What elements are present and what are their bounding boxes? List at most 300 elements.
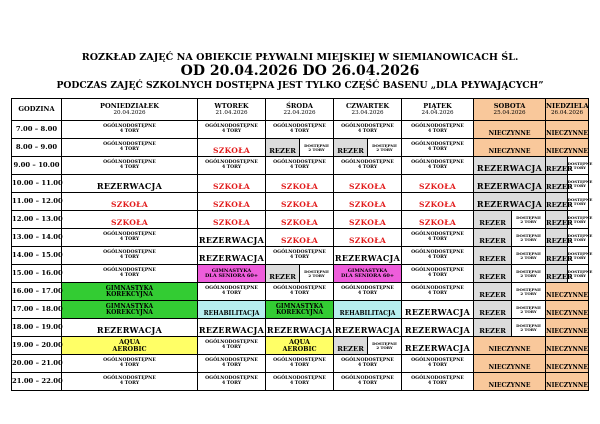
cell-rezer bbox=[474, 229, 512, 247]
cell-nieczynne bbox=[474, 337, 546, 355]
cell-rezer bbox=[334, 337, 368, 355]
cell-nieczynne bbox=[546, 373, 589, 391]
szkola-text: SZKOŁA bbox=[110, 199, 149, 209]
cell-rezer bbox=[546, 211, 573, 229]
dost-line2: 2 TORY bbox=[520, 326, 537, 332]
og-line2: 4 TORY bbox=[119, 128, 140, 134]
day-date: 25.04.2026 bbox=[493, 109, 526, 116]
og-line2: 4 TORY bbox=[357, 164, 378, 170]
gk-line1: GIMNASTYKA bbox=[105, 284, 154, 292]
og-line2: 4 TORY bbox=[221, 164, 242, 170]
cell-rezer bbox=[266, 139, 300, 157]
schedule-row bbox=[12, 229, 589, 247]
time-text: 11.00 – 12.00 bbox=[12, 197, 63, 206]
szkola-text: SZKOŁA bbox=[212, 145, 251, 155]
schedule-row bbox=[12, 121, 589, 139]
cell-ogolnodostepne bbox=[402, 121, 474, 139]
cell-rezer bbox=[266, 265, 300, 283]
day-date: 22.04.2026 bbox=[283, 109, 316, 116]
cell-nieczynne bbox=[546, 283, 589, 301]
cell-szkola bbox=[334, 193, 402, 211]
og-line2: 4 TORY bbox=[119, 272, 140, 278]
time-slot bbox=[12, 373, 62, 391]
cell-ogolnodostepne bbox=[198, 121, 266, 139]
cell-szkola bbox=[198, 193, 266, 211]
gk-line2: KOREKCYJNA bbox=[106, 290, 153, 298]
og-line1: OGÓLNODOSTĘPNE bbox=[273, 375, 326, 381]
schedule-row bbox=[12, 337, 589, 355]
cell-dostepne bbox=[512, 247, 546, 265]
day-date: 24.04.2026 bbox=[421, 109, 454, 116]
schedule-row bbox=[12, 193, 589, 211]
og-line1: OGÓLNODOSTĘPNE bbox=[411, 357, 464, 363]
rezer-text: REZER bbox=[479, 254, 506, 263]
og-line1: OGÓLNODOSTĘPNE bbox=[273, 159, 326, 165]
rezer-text: REZER bbox=[546, 236, 573, 245]
og-line2: 4 TORY bbox=[427, 146, 448, 152]
cell-rezer bbox=[474, 283, 512, 301]
cell-nieczynne bbox=[546, 319, 589, 337]
dost-line2: 2 TORY bbox=[569, 272, 586, 278]
nieczynne-text: NIECZYNNE bbox=[546, 363, 588, 371]
og-line2: 4 TORY bbox=[357, 128, 378, 134]
aqua-line1: AQUA bbox=[119, 338, 140, 347]
gk-line1: GIMNASTYKA bbox=[105, 302, 154, 310]
szkola-text: SZKOŁA bbox=[212, 217, 251, 227]
cell-rezer bbox=[474, 319, 512, 337]
nieczynne-text: NIECZYNNE bbox=[546, 309, 588, 317]
schedule-row bbox=[12, 355, 589, 373]
header-day-5 bbox=[474, 99, 546, 121]
og-line2: 4 TORY bbox=[427, 254, 448, 260]
og-line1: OGÓLNODOSTĘPNE bbox=[411, 249, 464, 255]
og-line2: 4 TORY bbox=[119, 380, 140, 386]
time-text: 16.00 – 17.00 bbox=[12, 287, 63, 296]
rezerwacja-text: REZERWACJA bbox=[404, 342, 471, 353]
time-text: 10.00 – 11.00 bbox=[12, 179, 63, 188]
gs-line1: GIMNASTYKA bbox=[347, 267, 388, 274]
cell-rezerwacja bbox=[62, 319, 198, 337]
dost-line2: 2 TORY bbox=[569, 182, 586, 188]
cell-dostepne bbox=[512, 301, 546, 319]
cell-ogolnodostepne bbox=[266, 283, 334, 301]
cell-rezer bbox=[546, 175, 573, 193]
time-slot bbox=[12, 301, 62, 319]
time-text: 17.00 – 18.00 bbox=[12, 305, 63, 314]
cell-ogolnodostepne bbox=[402, 355, 474, 373]
date-range: OD 20.04.2026 DO 26.04.2026 bbox=[180, 63, 420, 79]
szkola-text: SZKOŁA bbox=[348, 181, 387, 191]
rezer-text: REZER bbox=[546, 254, 573, 263]
schedule-row bbox=[12, 157, 589, 175]
day-date: 26.04.2026 bbox=[551, 109, 584, 116]
day-name: PONIEDZIAŁEK bbox=[100, 101, 160, 110]
cell-rezer bbox=[546, 247, 573, 265]
og-line1: OGÓLNODOSTĘPNE bbox=[103, 231, 156, 237]
time-text: 14.00 – 15.00 bbox=[12, 251, 63, 260]
cell-rezerwacja bbox=[474, 157, 546, 175]
og-line1: OGÓLNODOSTĘPNE bbox=[103, 375, 156, 381]
dost-line1: DOSTĘPNE bbox=[516, 322, 541, 328]
rezer-text: REZER bbox=[546, 164, 573, 173]
cell-aqua-aerobic bbox=[62, 337, 198, 355]
dost-line2: 2 TORY bbox=[569, 164, 586, 170]
cell-ogolnodostepne bbox=[402, 139, 474, 157]
og-line2: 4 TORY bbox=[427, 128, 448, 134]
schedule-title: ROZKŁAD ZAJĘĆ NA OBIEKCIE PŁYWALNI MIEJSKIEJ W SIEMIANOWICACH ŚL. bbox=[81, 52, 519, 63]
cell-ogolnodostepne bbox=[198, 337, 266, 355]
rezerwacja-text: REZERWACJA bbox=[476, 180, 543, 191]
cell-rezerwacja bbox=[402, 319, 474, 337]
schedule-row bbox=[12, 175, 589, 193]
time-slot bbox=[12, 211, 62, 229]
rehab-text: REHABILITACJA bbox=[203, 309, 260, 317]
nieczynne-text: NIECZYNNE bbox=[488, 129, 531, 137]
nieczynne-text: NIECZYNNE bbox=[546, 327, 588, 335]
gs-line1: GIMNASTYKA bbox=[211, 267, 252, 274]
cell-dostepne bbox=[512, 265, 546, 283]
cell-ogolnodostepne bbox=[62, 229, 198, 247]
cell-ogolnodostepne bbox=[198, 283, 266, 301]
dost-line2: 2 TORY bbox=[569, 236, 586, 242]
rezerwacja-text: REZERWACJA bbox=[476, 162, 543, 173]
cell-szkola bbox=[334, 229, 402, 247]
og-line2: 4 TORY bbox=[221, 344, 242, 350]
rezerwacja-text: REZERWACJA bbox=[334, 324, 401, 335]
cell-ogolnodostepne bbox=[334, 355, 402, 373]
day-name: ŚRODA bbox=[286, 101, 313, 110]
cell-rehabilitacja bbox=[334, 301, 402, 319]
day-name: SOBOTA bbox=[493, 101, 526, 110]
time-slot bbox=[12, 355, 62, 373]
cell-szkola bbox=[266, 193, 334, 211]
cell-rezer bbox=[474, 247, 512, 265]
cell-ogolnodostepne bbox=[266, 247, 334, 265]
szkola-text: SZKOŁA bbox=[212, 181, 251, 191]
nieczynne-text: NIECZYNNE bbox=[488, 147, 531, 155]
og-line1: OGÓLNODOSTĘPNE bbox=[103, 357, 156, 363]
cell-szkola bbox=[266, 175, 334, 193]
schedule-row bbox=[12, 373, 589, 391]
time-text: 7.00 – 8.00 bbox=[15, 125, 58, 134]
dost-line2: 2 TORY bbox=[520, 254, 537, 260]
cell-nieczynne bbox=[474, 355, 546, 373]
cell-nieczynne bbox=[546, 121, 589, 139]
schedule-table bbox=[11, 98, 593, 391]
szkola-text: SZKOŁA bbox=[418, 217, 457, 227]
og-line2: 4 TORY bbox=[289, 362, 310, 368]
og-line1: OGÓLNODOSTĘPNE bbox=[205, 123, 258, 129]
rezerwacja-text: REZERWACJA bbox=[404, 306, 471, 317]
cell-rezerwacja bbox=[402, 301, 474, 319]
gk-line1: GIMNASTYKA bbox=[275, 302, 324, 310]
og-line2: 4 TORY bbox=[289, 128, 310, 134]
nieczynne-text: NIECZYNNE bbox=[546, 291, 588, 299]
time-text: 13.00 – 14.00 bbox=[12, 233, 63, 242]
og-line1: OGÓLNODOSTĘPNE bbox=[411, 159, 464, 165]
og-line2: 4 TORY bbox=[427, 164, 448, 170]
cell-ogolnodostepne bbox=[62, 157, 198, 175]
aqua-line1: AQUA bbox=[289, 338, 310, 347]
og-line1: OGÓLNODOSTĘPNE bbox=[103, 249, 156, 255]
schedule-row bbox=[12, 139, 589, 157]
cell-ogolnodostepne bbox=[198, 355, 266, 373]
og-line1: OGÓLNODOSTĘPNE bbox=[205, 159, 258, 165]
aqua-line2: AEROBIC bbox=[282, 344, 317, 353]
nieczynne-text: NIECZYNNE bbox=[546, 147, 588, 155]
header-day-2 bbox=[266, 99, 334, 121]
og-line2: 4 TORY bbox=[119, 254, 140, 260]
day-date: 23.04.2026 bbox=[351, 109, 384, 116]
rehab-text: REHABILITACJA bbox=[339, 309, 396, 317]
og-line1: OGÓLNODOSTĘPNE bbox=[103, 159, 156, 165]
cell-ogolnodostepne bbox=[62, 247, 198, 265]
cell-dostepne bbox=[368, 337, 402, 355]
nieczynne-text: NIECZYNNE bbox=[546, 345, 588, 353]
cell-nieczynne bbox=[474, 373, 546, 391]
schedule-note: PODCZAS ZAJĘĆ SZKOLNYCH DOSTĘPNA JEST TYLKO CZĘŚĆ BASENU „DLA PŁYWAJĄCYCH” bbox=[56, 80, 544, 91]
rezerwacja-text: REZERWACJA bbox=[96, 180, 163, 191]
cell-szkola bbox=[402, 193, 474, 211]
header-godzina bbox=[12, 99, 62, 121]
cell-nieczynne bbox=[546, 301, 589, 319]
rezerwacja-text: REZERWACJA bbox=[404, 324, 471, 335]
time-text: 8.00 – 9.00 bbox=[15, 143, 58, 152]
dost-line1: DOSTĘPNE bbox=[372, 340, 397, 346]
rezerwacja-text: REZERWACJA bbox=[198, 252, 265, 263]
rezerwacja-text: REZERWACJA bbox=[476, 198, 543, 209]
rezer-text: REZER bbox=[269, 272, 296, 281]
cell-rezerwacja bbox=[266, 319, 334, 337]
time-slot bbox=[12, 121, 62, 139]
time-slot bbox=[12, 319, 62, 337]
cell-nieczynne bbox=[474, 121, 546, 139]
nieczynne-text: NIECZYNNE bbox=[488, 345, 531, 353]
cell-szkola bbox=[266, 211, 334, 229]
header-day-1 bbox=[198, 99, 266, 121]
nieczynne-text: NIECZYNNE bbox=[488, 381, 531, 389]
cell-szkola bbox=[198, 139, 266, 157]
og-line2: 4 TORY bbox=[289, 380, 310, 386]
time-slot bbox=[12, 175, 62, 193]
dost-line1: DOSTĘPNE bbox=[567, 250, 593, 256]
cell-szkola bbox=[62, 193, 198, 211]
rezerwacja-text: REZERWACJA bbox=[96, 324, 163, 335]
cell-rezer bbox=[546, 265, 573, 283]
rezerwacja-text: REZERWACJA bbox=[266, 324, 333, 335]
cell-ogolnodostepne bbox=[266, 121, 334, 139]
og-line1: OGÓLNODOSTĘPNE bbox=[103, 123, 156, 129]
header-day-3 bbox=[334, 99, 402, 121]
dost-line1: DOSTĘPNE bbox=[567, 214, 593, 220]
schedule-row bbox=[12, 319, 589, 337]
cell-rezerwacja bbox=[198, 247, 266, 265]
gk-line2: KOREKCYJNA bbox=[106, 308, 153, 316]
day-name: NIEDZIELA bbox=[546, 101, 589, 110]
szkola-text: SZKOŁA bbox=[280, 217, 319, 227]
og-line1: OGÓLNODOSTĘPNE bbox=[205, 357, 258, 363]
time-slot bbox=[12, 193, 62, 211]
schedule-row bbox=[12, 247, 589, 265]
rezer-text: REZER bbox=[269, 146, 296, 155]
szkola-text: SZKOŁA bbox=[348, 199, 387, 209]
time-text: 20.00 – 21.00 bbox=[12, 359, 63, 368]
og-line2: 4 TORY bbox=[357, 290, 378, 296]
cell-ogolnodostepne bbox=[62, 373, 198, 391]
og-line1: OGÓLNODOSTĘPNE bbox=[205, 285, 258, 291]
szkola-text: SZKOŁA bbox=[280, 199, 319, 209]
rezerwacja-text: REZERWACJA bbox=[198, 324, 265, 335]
og-line2: 4 TORY bbox=[427, 272, 448, 278]
cell-dostepne bbox=[512, 211, 546, 229]
dost-line1: DOSTĘPNE bbox=[516, 304, 541, 310]
cell-szkola bbox=[198, 175, 266, 193]
cell-ogolnodostepne bbox=[62, 121, 198, 139]
cell-ogolnodostepne bbox=[402, 157, 474, 175]
day-name: CZWARTEK bbox=[345, 101, 390, 110]
cell-rezerwacja bbox=[334, 319, 402, 337]
rezer-text: REZER bbox=[479, 290, 506, 299]
og-line1: OGÓLNODOSTĘPNE bbox=[103, 267, 156, 273]
cell-rezer bbox=[546, 157, 573, 175]
time-slot bbox=[12, 247, 62, 265]
cell-szkola bbox=[266, 229, 334, 247]
dost-line2: 2 TORY bbox=[520, 272, 537, 278]
schedule-row bbox=[12, 265, 589, 283]
szkola-text: SZKOŁA bbox=[110, 217, 149, 227]
dost-line1: DOSTĘPNE bbox=[516, 268, 541, 274]
szkola-text: SZKOŁA bbox=[348, 217, 387, 227]
cell-ogolnodostepne bbox=[198, 373, 266, 391]
cell-ogolnodostepne bbox=[402, 373, 474, 391]
cell-ogolnodostepne bbox=[198, 157, 266, 175]
cell-rezer bbox=[546, 229, 573, 247]
schedule-row bbox=[12, 301, 589, 319]
nieczynne-text: NIECZYNNE bbox=[546, 129, 588, 137]
dost-line1: DOSTĘPNE bbox=[516, 286, 541, 292]
godzina-label: GODZINA bbox=[18, 105, 55, 114]
cell-ogolnodostepne bbox=[266, 373, 334, 391]
cell-rehabilitacja bbox=[198, 301, 266, 319]
cell-gimnastyka-senior bbox=[198, 265, 266, 283]
rezer-text: REZER bbox=[479, 308, 506, 317]
og-line1: OGÓLNODOSTĘPNE bbox=[103, 141, 156, 147]
header-day-0 bbox=[62, 99, 198, 121]
cell-rezer bbox=[474, 301, 512, 319]
time-text: 19.00 – 20.00 bbox=[12, 341, 63, 350]
og-line2: 4 TORY bbox=[427, 362, 448, 368]
cell-ogolnodostepne bbox=[334, 283, 402, 301]
rezer-text: REZER bbox=[479, 236, 506, 245]
dost-line2: 2 TORY bbox=[569, 254, 586, 260]
dost-line2: 2 TORY bbox=[376, 344, 393, 350]
rezer-text: REZER bbox=[546, 200, 573, 209]
og-line2: 4 TORY bbox=[119, 164, 140, 170]
cell-nieczynne bbox=[546, 355, 589, 373]
rezerwacja-text: REZERWACJA bbox=[334, 252, 401, 263]
og-line1: OGÓLNODOSTĘPNE bbox=[341, 123, 394, 129]
cell-aqua-aerobic bbox=[266, 337, 334, 355]
nieczynne-text: NIECZYNNE bbox=[546, 381, 588, 389]
cell-ogolnodostepne bbox=[334, 157, 402, 175]
og-line2: 4 TORY bbox=[119, 236, 140, 242]
og-line1: OGÓLNODOSTĘPNE bbox=[411, 141, 464, 147]
og-line2: 4 TORY bbox=[221, 380, 242, 386]
cell-rezerwacja bbox=[62, 175, 198, 193]
cell-ogolnodostepne bbox=[334, 121, 402, 139]
cell-szkola bbox=[402, 175, 474, 193]
dost-line2: 2 TORY bbox=[569, 200, 586, 206]
og-line2: 4 TORY bbox=[221, 290, 242, 296]
gs-line2: DLA SENIORA 60+ bbox=[204, 272, 259, 279]
cell-gimnastyka-korekcyjna bbox=[266, 301, 334, 319]
cell-ogolnodostepne bbox=[402, 229, 474, 247]
cell-ogolnodostepne bbox=[334, 373, 402, 391]
og-line1: OGÓLNODOSTĘPNE bbox=[205, 339, 258, 345]
og-line1: OGÓLNODOSTĘPNE bbox=[411, 285, 464, 291]
cell-rezer bbox=[546, 193, 573, 211]
og-line2: 4 TORY bbox=[221, 362, 242, 368]
cell-rezer bbox=[474, 211, 512, 229]
dost-line1: DOSTĘPNE bbox=[516, 214, 541, 220]
cell-rezerwacja bbox=[198, 229, 266, 247]
og-line2: 4 TORY bbox=[427, 236, 448, 242]
cell-gimnastyka-korekcyjna bbox=[62, 301, 198, 319]
dost-line2: 2 TORY bbox=[520, 218, 537, 224]
og-line1: OGÓLNODOSTĘPNE bbox=[273, 123, 326, 129]
dost-line2: 2 TORY bbox=[308, 272, 325, 278]
dost-line1: DOSTĘPNE bbox=[304, 142, 329, 148]
cell-rezer bbox=[474, 265, 512, 283]
cell-ogolnodostepne bbox=[402, 247, 474, 265]
szkola-text: SZKOŁA bbox=[280, 181, 319, 191]
cell-ogolnodostepne bbox=[62, 139, 198, 157]
gs-line2: DLA SENIORA 60+ bbox=[340, 272, 395, 279]
og-line2: 4 TORY bbox=[221, 128, 242, 134]
cell-szkola bbox=[62, 211, 198, 229]
rezer-text: REZER bbox=[546, 218, 573, 227]
szkola-text: SZKOŁA bbox=[418, 181, 457, 191]
og-line2: 4 TORY bbox=[427, 380, 448, 386]
cell-szkola bbox=[402, 211, 474, 229]
dost-line1: DOSTĘPNE bbox=[304, 268, 329, 274]
dost-line1: DOSTĘPNE bbox=[567, 232, 593, 238]
rezer-text: REZER bbox=[479, 272, 506, 281]
dost-line1: DOSTĘPNE bbox=[567, 268, 593, 274]
og-line1: OGÓLNODOSTĘPNE bbox=[273, 357, 326, 363]
time-text: 12.00 – 13.00 bbox=[12, 215, 63, 224]
szkola-text: SZKOŁA bbox=[280, 235, 319, 245]
dost-line2: 2 TORY bbox=[308, 146, 325, 152]
time-slot bbox=[12, 157, 62, 175]
cell-ogolnodostepne bbox=[62, 355, 198, 373]
cell-rezer bbox=[334, 139, 368, 157]
cell-rezerwacja bbox=[402, 337, 474, 355]
cell-rezerwacja bbox=[474, 193, 546, 211]
schedule-row bbox=[12, 283, 589, 301]
time-text: 18.00 – 19.00 bbox=[12, 323, 63, 332]
cell-gimnastyka-senior bbox=[334, 265, 402, 283]
og-line1: OGÓLNODOSTĘPNE bbox=[341, 159, 394, 165]
og-line1: OGÓLNODOSTĘPNE bbox=[273, 249, 326, 255]
cell-dostepne bbox=[512, 283, 546, 301]
dost-line2: 2 TORY bbox=[520, 290, 537, 296]
cell-dostepne bbox=[300, 265, 334, 283]
dost-line2: 2 TORY bbox=[520, 308, 537, 314]
rezer-text: REZER bbox=[337, 146, 364, 155]
cell-ogolnodostepne bbox=[62, 265, 198, 283]
cell-ogolnodostepne bbox=[402, 283, 474, 301]
